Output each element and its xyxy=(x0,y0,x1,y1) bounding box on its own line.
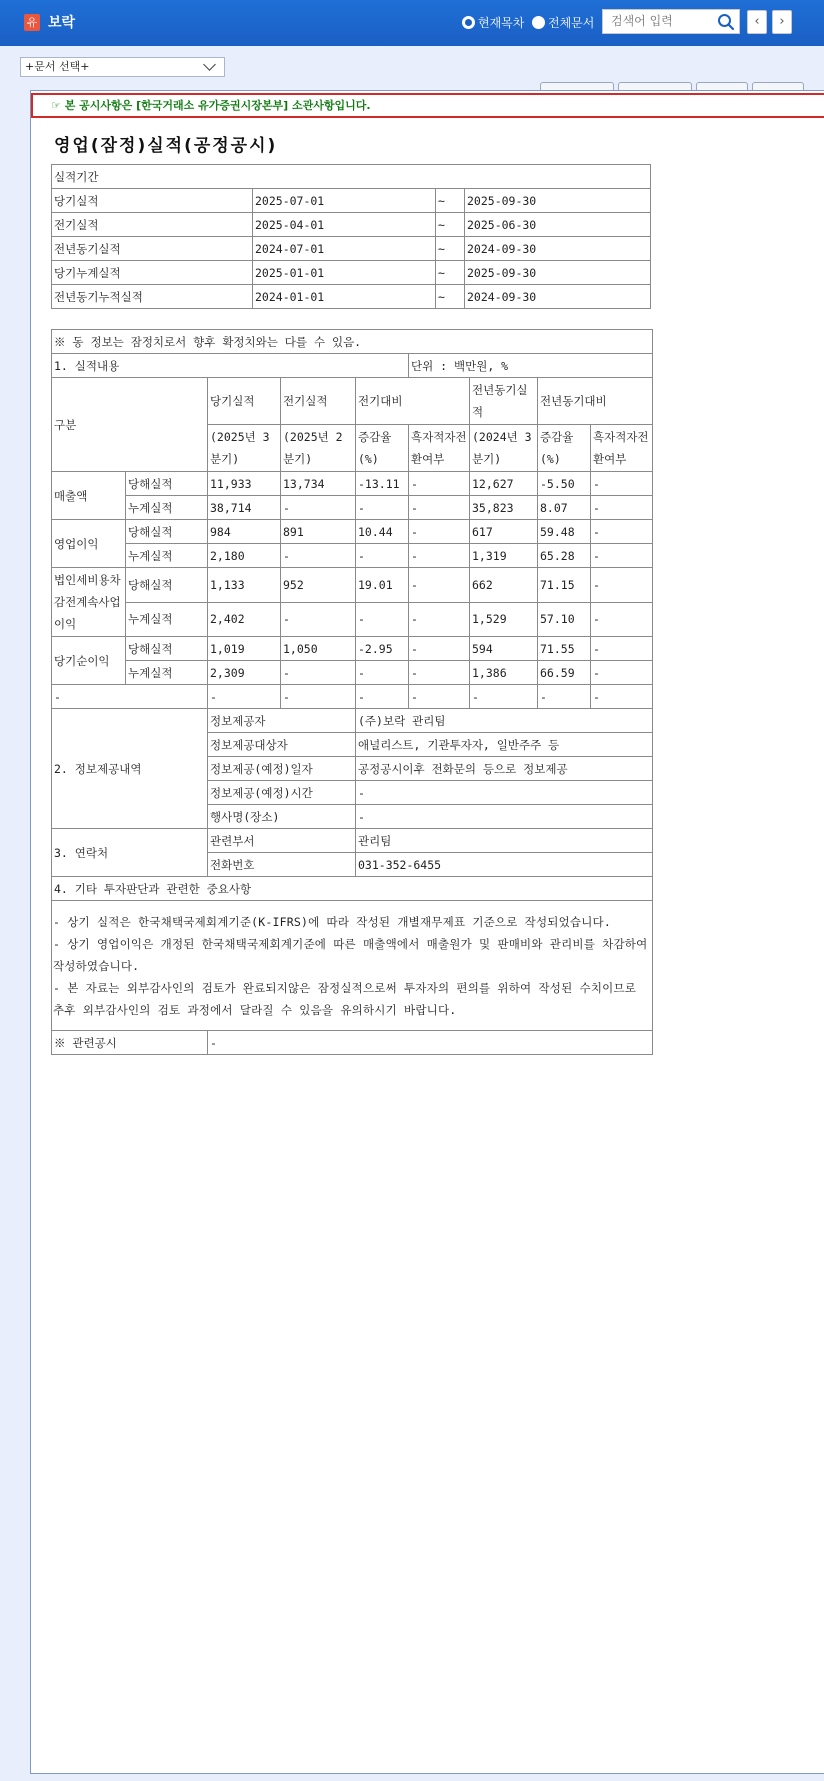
row-item-label: 영업이익 xyxy=(52,520,126,568)
period-sep: ~ xyxy=(436,213,465,237)
info-key: 정보제공(예정)시간 xyxy=(208,781,356,805)
info-value: - xyxy=(356,781,653,805)
cell-turnaround: - xyxy=(409,472,470,496)
period-from: 2025-01-01 xyxy=(253,261,436,285)
period-sep: ~ xyxy=(436,261,465,285)
cell-turnaround: - xyxy=(409,637,470,661)
row-kind: 누계실적 xyxy=(126,496,208,520)
table-row xyxy=(52,661,653,685)
col-header-vs-previous: 전기대비 xyxy=(356,378,470,425)
section-2-heading: 2. 정보제공내역 xyxy=(52,709,208,829)
row-kind: 당해실적 xyxy=(126,637,208,661)
prev-button[interactable]: ‹ xyxy=(747,10,767,34)
radio-all-label: 전체문서 xyxy=(548,16,595,30)
table-row xyxy=(52,520,653,544)
search-box[interactable] xyxy=(602,9,740,34)
period-to: 2025-06-30 xyxy=(465,213,651,237)
period-from: 2024-07-01 xyxy=(253,237,436,261)
cell-rate: - xyxy=(356,544,409,568)
info-value: (주)보락 관리팀 xyxy=(356,709,653,733)
cell-rate: - xyxy=(356,661,409,685)
period-to: 2025-09-30 xyxy=(465,261,651,285)
info-value: 애널리스트, 기관투자자, 일반주주 등 xyxy=(356,733,653,757)
company-name: 보락 xyxy=(48,15,76,31)
info-key: 정보제공(예정)일자 xyxy=(208,757,356,781)
col-sub-yoy: (2024년 3분기) xyxy=(470,425,538,472)
cell-current: 2,402 xyxy=(208,602,281,637)
cell-current: 1,133 xyxy=(208,568,281,603)
cell-turnaround-yoy: - xyxy=(591,544,653,568)
row-kind: 당해실적 xyxy=(126,568,208,603)
section-3-heading: 3. 연락처 xyxy=(52,829,208,877)
info-key: 행사명(장소) xyxy=(208,805,356,829)
cell-turnaround-yoy: - xyxy=(591,602,653,637)
related-value: - xyxy=(208,1031,653,1055)
cell-turnaround-yoy: - xyxy=(591,568,653,603)
cell-yoy: 1,529 xyxy=(470,602,538,637)
dash-cell: - xyxy=(356,685,409,709)
period-sep: ~ xyxy=(436,285,465,309)
section-4-heading: 4. 기타 투자판단과 관련한 중요사항 xyxy=(52,877,653,901)
cell-turnaround: - xyxy=(409,520,470,544)
cell-current: 984 xyxy=(208,520,281,544)
col-header-previous: 전기실적 xyxy=(281,378,356,425)
cell-rate: - xyxy=(356,496,409,520)
cell-current: 2,309 xyxy=(208,661,281,685)
info-key: 정보제공대상자 xyxy=(208,733,356,757)
cell-rate-yoy: 8.07 xyxy=(538,496,591,520)
search-input[interactable] xyxy=(609,13,713,29)
row-kind: 당해실적 xyxy=(126,520,208,544)
row-kind: 누계실적 xyxy=(126,602,208,637)
radio-all-docs[interactable] xyxy=(532,14,594,31)
cell-previous: - xyxy=(281,661,356,685)
cell-rate: -13.11 xyxy=(356,472,409,496)
cell-turnaround: - xyxy=(409,568,470,603)
row-item-label: 매출액 xyxy=(52,472,126,520)
cell-previous: 1,050 xyxy=(281,637,356,661)
info-key: 정보제공자 xyxy=(208,709,356,733)
period-to: 2024-09-30 xyxy=(465,285,651,309)
cell-current: 2,180 xyxy=(208,544,281,568)
cell-rate-yoy: -5.50 xyxy=(538,472,591,496)
table-row xyxy=(52,261,651,285)
table-row xyxy=(52,709,653,733)
table-row xyxy=(52,685,653,709)
results-table xyxy=(51,329,653,1055)
col-header-yoy-performance: 전년동기실적 xyxy=(470,378,538,425)
cell-yoy: 12,627 xyxy=(470,472,538,496)
table-row xyxy=(52,1031,653,1055)
cell-turnaround-yoy: - xyxy=(591,637,653,661)
cell-rate-yoy: 57.10 xyxy=(538,602,591,637)
period-to: 2024-09-30 xyxy=(465,237,651,261)
cell-turnaround-yoy: - xyxy=(591,472,653,496)
table-row xyxy=(52,496,653,520)
dash-cell: - xyxy=(470,685,538,709)
col-sub-rate: 증감율(%) xyxy=(356,425,409,472)
cell-yoy: 1,386 xyxy=(470,661,538,685)
cell-yoy: 617 xyxy=(470,520,538,544)
row-kind: 누계실적 xyxy=(126,661,208,685)
cell-rate-yoy: 71.55 xyxy=(538,637,591,661)
contact-key: 관련부서 xyxy=(208,829,356,853)
cell-previous: 891 xyxy=(281,520,356,544)
cell-turnaround: - xyxy=(409,544,470,568)
radio-selected-icon[interactable] xyxy=(462,16,475,29)
table-row xyxy=(52,189,651,213)
cell-current: 11,933 xyxy=(208,472,281,496)
period-from: 2025-07-01 xyxy=(253,189,436,213)
cell-previous: 13,734 xyxy=(281,472,356,496)
dash-cell: - xyxy=(591,685,653,709)
dash-cell: - xyxy=(281,685,356,709)
contact-value: 관리팀 xyxy=(356,829,653,853)
cell-previous: - xyxy=(281,544,356,568)
dash-cell: - xyxy=(538,685,591,709)
disclaimer-note: ※ 동 정보는 잠정치로서 향후 확정치와는 다를 수 있음. xyxy=(52,330,653,354)
row-item-label: 당기순이익 xyxy=(52,637,126,685)
period-table xyxy=(51,164,651,309)
contact-key: 전화번호 xyxy=(208,853,356,877)
cell-rate: - xyxy=(356,602,409,637)
cell-rate-yoy: 59.48 xyxy=(538,520,591,544)
radio-unselected-icon[interactable] xyxy=(532,16,545,29)
related-label: ※ 관련공시 xyxy=(52,1031,208,1055)
cell-turnaround-yoy: - xyxy=(591,496,653,520)
remarks-text: - 상기 실적은 한국채택국제회계기준(K-IFRS)에 따라 작성된 개별재무제표 기준으로 작성되었습니다. - 상기 영업이익은 개정된 한국채택국제회계기준에 따른 매출액에서 매출원가 및 판매비와 관리비를 차감하여 작성하였습니다. - 본 자료는 외부감사인의 검토가 완료되지않은 잠정실적으로써 투자자의 편의를 위하여 작성된 수치이므로 추후 외부감사인의 검토 과정에서 달라질 수 있음을 유의하시기 바랍니다. xyxy=(52,901,653,1031)
page-title: 영업(잠정)실적(공정공시) xyxy=(54,136,278,156)
col-header-vs-yoy: 전년동기대비 xyxy=(538,378,653,425)
cell-rate: -2.95 xyxy=(356,637,409,661)
cell-turnaround: - xyxy=(409,661,470,685)
row-kind: 당해실적 xyxy=(126,472,208,496)
table-row xyxy=(52,472,653,496)
radio-current-label: 현재목차 xyxy=(478,16,525,30)
cell-turnaround: - xyxy=(409,496,470,520)
table-row xyxy=(52,237,651,261)
period-label: 전년동기누적실적 xyxy=(52,285,253,309)
dash-cell: - xyxy=(208,685,281,709)
market-badge-icon: 유 xyxy=(24,14,40,31)
section-1-heading: 1. 실적내용 xyxy=(52,354,409,378)
top-bar xyxy=(0,0,824,46)
table-row xyxy=(52,637,653,661)
period-header: 실적기간 xyxy=(52,165,651,189)
cell-previous: - xyxy=(281,602,356,637)
cell-current: 38,714 xyxy=(208,496,281,520)
cell-previous: 952 xyxy=(281,568,356,603)
chevron-down-icon xyxy=(203,58,216,71)
row-item-label: 법인세비용차감전계속사업이익 xyxy=(52,568,126,637)
table-row xyxy=(52,213,651,237)
next-button[interactable]: › xyxy=(772,10,792,34)
dash-cell: - xyxy=(409,685,470,709)
cell-previous: - xyxy=(281,496,356,520)
cell-turnaround-yoy: - xyxy=(591,520,653,544)
cell-rate-yoy: 71.15 xyxy=(538,568,591,603)
col-sub-turnaround-yoy: 흑자적자전환여부 xyxy=(591,425,653,472)
period-label: 전년동기실적 xyxy=(52,237,253,261)
document-select[interactable] xyxy=(20,57,225,77)
col-sub-previous: (2025년 2분기) xyxy=(281,425,356,472)
unit-label: 단위 : 백만원, % xyxy=(409,354,653,378)
table-row xyxy=(52,285,651,309)
period-from: 2024-01-01 xyxy=(253,285,436,309)
period-sep: ~ xyxy=(436,237,465,261)
period-to: 2025-09-30 xyxy=(465,189,651,213)
jurisdiction-notice: ☞ 본 공시사항은 [한국거래소 유가증권시장본부] 소관사항입니다. xyxy=(31,93,824,118)
cell-turnaround-yoy: - xyxy=(591,661,653,685)
info-value: - xyxy=(356,805,653,829)
dash-cell: - xyxy=(52,685,208,709)
table-row xyxy=(52,568,653,603)
period-sep: ~ xyxy=(436,189,465,213)
period-label: 당기누계실적 xyxy=(52,261,253,285)
cell-rate-yoy: 65.28 xyxy=(538,544,591,568)
cell-yoy: 662 xyxy=(470,568,538,603)
cell-current: 1,019 xyxy=(208,637,281,661)
search-icon[interactable] xyxy=(717,13,735,31)
col-sub-current: (2025년 3분기) xyxy=(208,425,281,472)
cell-turnaround: - xyxy=(409,602,470,637)
cell-yoy: 594 xyxy=(470,637,538,661)
cell-yoy: 1,319 xyxy=(470,544,538,568)
contact-value: 031-352-6455 xyxy=(356,853,653,877)
table-row xyxy=(52,829,653,853)
col-sub-turnaround: 흑자적자전환여부 xyxy=(409,425,470,472)
table-row xyxy=(52,602,653,637)
col-sub-rate-yoy: 증감율(%) xyxy=(538,425,591,472)
period-label: 당기실적 xyxy=(52,189,253,213)
col-header-category: 구분 xyxy=(52,378,208,472)
table-row xyxy=(52,544,653,568)
period-label: 전기실적 xyxy=(52,213,253,237)
cell-rate: 10.44 xyxy=(356,520,409,544)
document-select-value: +문서 선택+ xyxy=(25,60,90,73)
info-value: 공정공시이후 전화문의 등으로 정보제공 xyxy=(356,757,653,781)
col-header-current: 당기실적 xyxy=(208,378,281,425)
period-from: 2025-04-01 xyxy=(253,213,436,237)
row-kind: 누계실적 xyxy=(126,544,208,568)
cell-yoy: 35,823 xyxy=(470,496,538,520)
cell-rate: 19.01 xyxy=(356,568,409,603)
radio-current-toc[interactable] xyxy=(462,14,524,31)
cell-rate-yoy: 66.59 xyxy=(538,661,591,685)
